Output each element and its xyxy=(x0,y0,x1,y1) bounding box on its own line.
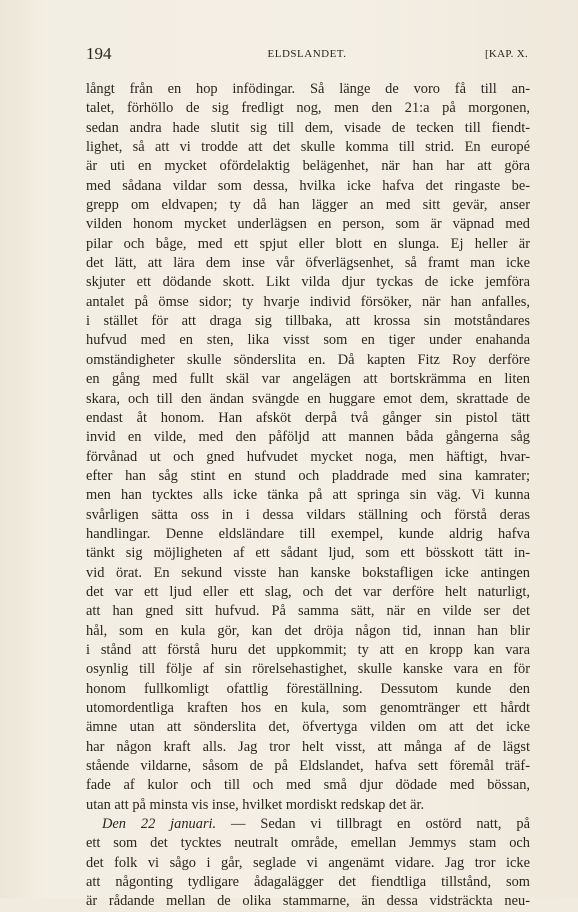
text-line: det lätt, att lära dem inse vår öfverlägsenhet, så framt man icke xyxy=(86,255,530,272)
text-line: det var ett ljud eller ett slag, och det var derföre helt naturligt, xyxy=(86,583,530,600)
date-paragraph-first-line xyxy=(86,815,530,834)
text-line: handlingar. Denne eldsländare till exempel, kunde aldrig hafva xyxy=(86,525,530,542)
text-line: efter han såg stint en stund och pladdrade med sina kamrater; xyxy=(86,467,530,484)
page-header xyxy=(86,44,528,70)
text-line: i stånd att förstå huru det uppkommit; ty att en kropp kan vara xyxy=(86,641,530,658)
text-line: hufvud med en sten, lika visst som en tiger under enahanda xyxy=(86,332,530,349)
text-line: pilar och båge, med ett spjut eller blott en slunga. Ej heller är xyxy=(86,235,530,252)
text-line: i stället för att draga sig tillbaka, att krossa sin motståndares xyxy=(86,313,530,330)
text-line: skjuter ett dödande skott. Likt vilda djur tyckas de icke jemföra xyxy=(86,274,530,291)
text-line: att någonting tydligare ådagalägger det fiendtliga tillstånd, som xyxy=(86,874,530,891)
text-line: grepp om eldvapen; ty då han lägger an med sitt gevär, anser xyxy=(86,197,530,214)
text-line: osynlig till följe af sin rörelsehastighet, skulle kanske vara en för xyxy=(86,661,530,678)
text-line: att han gned sitt hufvud. På samma sätt, när en vilde ser det xyxy=(86,603,530,620)
text-line: antalet på ömse sidor; ty hvarje individ försöker, när han anfalles, xyxy=(86,293,530,310)
diary-date: Den 22 januari. xyxy=(102,816,217,833)
text-line: det folk vi sågo i går, seglade vi angenämt vidare. Jag tror icke xyxy=(86,854,530,871)
text-line: svårligen sätta oss in i dessa vildars ställning och förstå deras xyxy=(86,506,530,523)
date-paragraph xyxy=(86,834,530,911)
text-line: sedan andra hade slutit sig till dem, visade de tecken till fiendt- xyxy=(86,119,530,136)
text-line: lighet, så att vi trodde att det skulle komma till strid. En europé xyxy=(86,139,530,156)
text-line: hål, som en kula gör, kan det dröja någon tid, innan han blir xyxy=(86,622,530,639)
text-line: ett som det tycktes neutralt område, emellan Jemmys stam och xyxy=(86,835,530,852)
text-line: med sådana vildar som dessa, hvilka icke hafva det ringaste be- xyxy=(86,177,530,194)
text-line: skara, och till den ändan svängde en huggare emot dem, skrattade de xyxy=(86,390,530,407)
text-line: en gång med fullt skäl var angelägen att bortskrämma en liten xyxy=(86,371,530,388)
chapter-marker: [KAP. X. xyxy=(484,48,528,60)
text-line: men han tycktes alls icke tänka på att springa sin väg. Vi kunna xyxy=(86,487,530,504)
text-line: fade af kulor och till och med små djur dödade med bössan, xyxy=(86,777,530,794)
text-line: utan att på minsta vis inse, hvilket mordiskt redskap det är. xyxy=(86,796,425,813)
running-title: ELDSLANDET. xyxy=(267,48,347,60)
text-line: invid en vilde, med den påföljd att mannen båda gångerna såg xyxy=(86,429,530,446)
text-line: utomordentliga kraften hos en kula, som genomtränger ett hårdt xyxy=(86,700,530,716)
text-line: förvånad ut och gned hufvudet mycket noga, men häftigt, hvar- xyxy=(86,448,530,465)
page-number: 194 xyxy=(86,44,112,63)
text-line: är rådande mellan de olika stammarne, än dessa vidsträckta neu- xyxy=(86,893,530,910)
text-line: stående vildarne, såsom de på Eldslandet, hafva sett föremål träf- xyxy=(86,758,530,775)
text-line: talet, förhöllo de sig fredligt nog, men den 21:a på morgonen, xyxy=(86,100,530,117)
text-line: är uti en mycket ofördelaktig belägenhet, när han har att göra xyxy=(86,158,530,175)
body-text xyxy=(86,80,530,912)
text-line: honom fullkomligt ofattlig föreställning. Dessutom kunde den xyxy=(86,680,530,697)
text-line: endast åt honom. Han afsköt derpå två gånger sin pistol tätt xyxy=(86,409,530,426)
text-line: långt från en hop infödingar. Så länge de voro få till an- xyxy=(86,81,530,97)
text-line: vid örat. En sekund visste han kanske bokstafligen icke antingen xyxy=(86,564,530,581)
text-line: ämne utan att sönderslita det, öfvertyga vilden om att det icke xyxy=(86,719,530,736)
text-line: omständigheter skulle sönderslita en. Då kapten Fitz Roy derföre xyxy=(86,351,530,368)
main-paragraph xyxy=(86,80,530,815)
text-line: tänkt sig möjligheten af ett sådant ljud, som ett bösskott tätt in- xyxy=(86,545,530,562)
text-line: vilden honom mycket underlägsen en person, som är väpnad med xyxy=(86,216,530,233)
text-line: har någon kraft alls. Jag tror helt visst, att många af de lägst xyxy=(86,738,530,755)
date-line-text: — Sedan vi tillbragt en ostörd natt, på xyxy=(216,816,530,833)
